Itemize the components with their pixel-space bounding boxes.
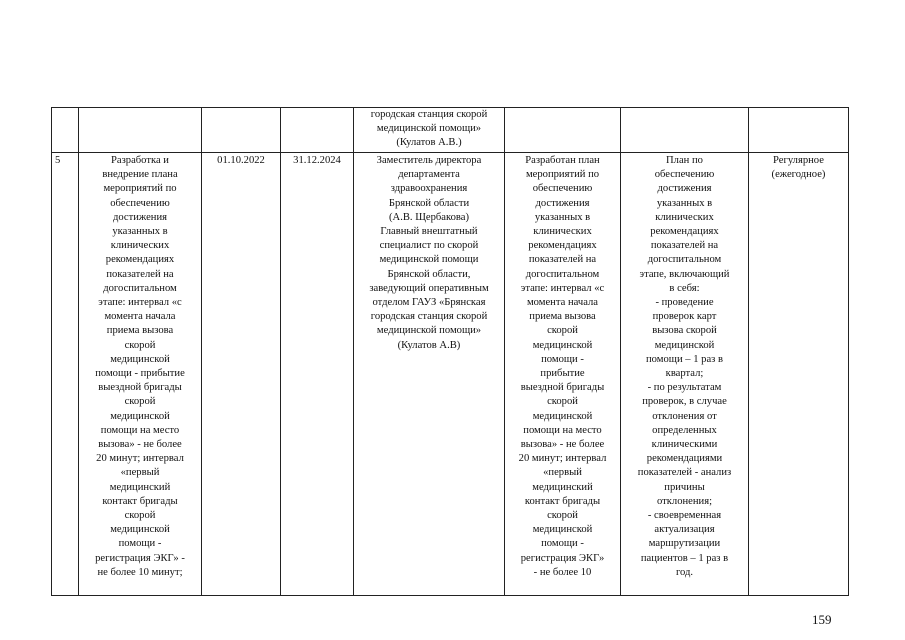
cell-characteristic [621,108,749,153]
cell-responsible: Заместитель директора департамента здравоохранения Брянской области (А.В. Щербакова) Главный внештатный специалист по скорой медицинской помощи Брянской области, заведующий оперативным отделом ГАУЗ «Брянская городская станция скорой медицинской помощи» (Кулатов А.В) [354,153,505,596]
cell-event [79,108,202,153]
cell-characteristic: План по обеспечению достижения указанных в клинических рекомендациях показателей на догоспитальном этапе, включающий в себя: - проведение проверок карт вызова скорой медицинской помощи – 1 раз в квартал; - по результатам проверок, в случае отклонения от определенных клиническими рекомендациями показателей - анализ причины отклонения; - своевременная актуализация маршрутизации пациентов – 1 раз в год. [621,153,749,596]
cell-start-date [202,108,281,153]
cell-periodicity: Регулярное (ежегодное) [749,153,849,596]
cell-periodicity [749,108,849,153]
activity-plan-table [51,107,849,596]
cell-end-date: 31.12.2024 [281,153,354,596]
page-number: 159 [812,612,832,627]
cell-responsible: городская станция скорой медицинской помощи» (Кулатов А.В.) [354,108,505,153]
cell-result: Разработан план мероприятий по обеспечению достижения указанных в клинических рекомендациях показателей на догоспитальном этапе: интервал «с момента начала приема вызова скорой медицинской помощи - прибытие выездной бригады скорой медицинской помощи на место вызова» - не более 20 минут; интервал «первый медицинский контакт бригады скорой медицинской помощи - регистрация ЭКГ» - не более 10 [505,153,621,596]
table-row [52,153,849,596]
cell-event: Разработка и внедрение плана мероприятий по обеспечению достижения указанных в клинических рекомендациях показателей на догоспитальном этапе: интервал «с момента начала приема вызова скорой медицинской помощи - прибытие выездной бригады скорой медицинской помощи на место вызова» - не более 20 минут; интервал «первый медицинский контакт бригады скорой медицинской помощи - регистрация ЭКГ» - не более 10 минут; [79,153,202,596]
cell-number: 5 [52,153,79,596]
cell-end-date [281,108,354,153]
cell-number [52,108,79,153]
cell-result [505,108,621,153]
cell-start-date: 01.10.2022 [202,153,281,596]
table-row [52,108,849,153]
